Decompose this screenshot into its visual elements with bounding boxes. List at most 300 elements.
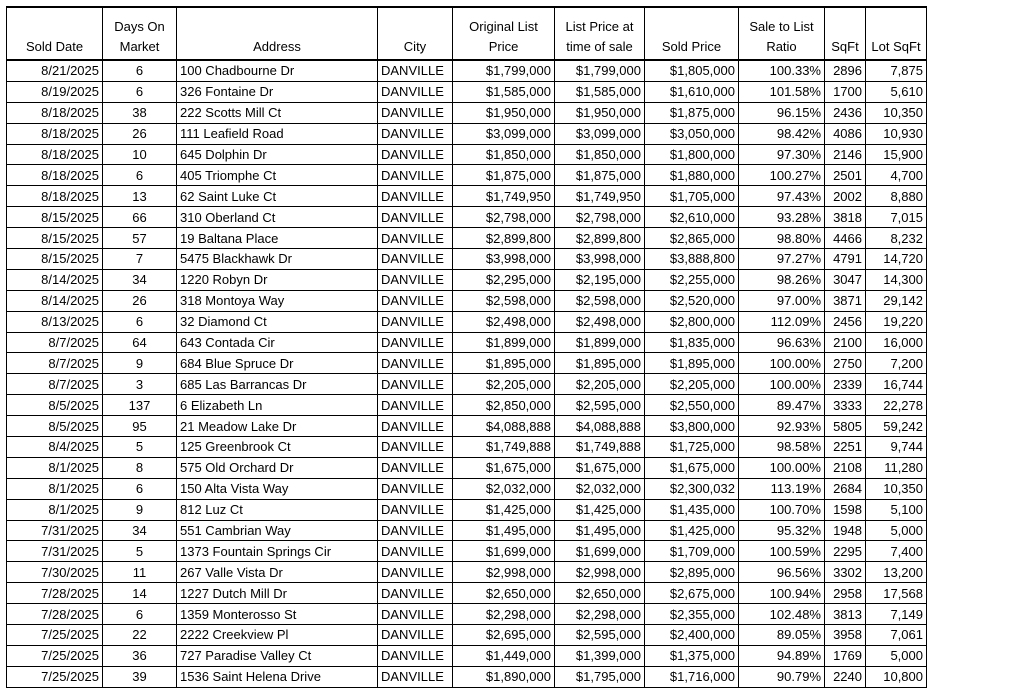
cell-sqft: 2295	[825, 541, 866, 562]
cell-lot-sqft: 17,568	[866, 583, 927, 604]
cell-sold-price: $1,716,000	[645, 666, 739, 687]
cell-sale-to-list-ratio: 100.27%	[739, 165, 825, 186]
cell-sold-price: $1,805,000	[645, 60, 739, 81]
cell-city: DANVILLE	[378, 562, 453, 583]
cell-days-on-market: 34	[103, 269, 177, 290]
cell-sale-to-list-ratio: 113.19%	[739, 478, 825, 499]
header-address-line: Address	[253, 39, 301, 54]
cell-original-list-price: $1,585,000	[453, 81, 555, 102]
cell-address: 19 Baltana Place	[177, 228, 378, 249]
cell-address: 32 Diamond Ct	[177, 311, 378, 332]
cell-address: 405 Triomphe Ct	[177, 165, 378, 186]
cell-address: 1227 Dutch Mill Dr	[177, 583, 378, 604]
cell-sold-price: $2,675,000	[645, 583, 739, 604]
cell-sold-price: $1,835,000	[645, 332, 739, 353]
cell-days-on-market: 34	[103, 520, 177, 541]
cell-city: DANVILLE	[378, 541, 453, 562]
cell-lot-sqft: 19,220	[866, 311, 927, 332]
cell-sold-price: $2,800,000	[645, 311, 739, 332]
cell-sold-price: $1,705,000	[645, 186, 739, 207]
cell-city: DANVILLE	[378, 625, 453, 646]
cell-original-list-price: $1,675,000	[453, 457, 555, 478]
cell-days-on-market: 3	[103, 374, 177, 395]
header-sale-to-list-ratio-line: Ratio	[766, 39, 797, 54]
cell-city: DANVILLE	[378, 165, 453, 186]
table-row	[7, 499, 927, 520]
cell-sale-to-list-ratio: 100.00%	[739, 457, 825, 478]
cell-sale-to-list-ratio: 100.59%	[739, 541, 825, 562]
cell-original-list-price: $1,699,000	[453, 541, 555, 562]
cell-address: 645 Dolphin Dr	[177, 144, 378, 165]
table-row	[7, 353, 927, 374]
cell-sold-date: 8/7/2025	[7, 332, 103, 353]
cell-sold-price: $2,255,000	[645, 269, 739, 290]
cell-sqft: 4466	[825, 228, 866, 249]
cell-sale-to-list-ratio: 97.43%	[739, 186, 825, 207]
cell-lot-sqft: 59,242	[866, 416, 927, 437]
cell-days-on-market: 14	[103, 583, 177, 604]
cell-sale-to-list-ratio: 100.70%	[739, 499, 825, 520]
cell-sale-to-list-ratio: 100.33%	[739, 60, 825, 81]
cell-sqft: 2436	[825, 102, 866, 123]
cell-sqft: 3958	[825, 625, 866, 646]
cell-sale-to-list-ratio: 97.27%	[739, 249, 825, 270]
cell-original-list-price: $1,899,000	[453, 332, 555, 353]
cell-lot-sqft: 22,278	[866, 395, 927, 416]
cell-list-price-at-sale: $1,799,000	[555, 60, 645, 81]
cell-lot-sqft: 8,880	[866, 186, 927, 207]
cell-address: 5475 Blackhawk Dr	[177, 249, 378, 270]
cell-days-on-market: 9	[103, 353, 177, 374]
cell-sold-date: 7/25/2025	[7, 666, 103, 687]
cell-sqft: 2339	[825, 374, 866, 395]
cell-sold-price: $1,425,000	[645, 520, 739, 541]
cell-list-price-at-sale: $1,675,000	[555, 457, 645, 478]
cell-sold-date: 7/31/2025	[7, 541, 103, 562]
cell-city: DANVILLE	[378, 123, 453, 144]
cell-address: 575 Old Orchard Dr	[177, 457, 378, 478]
cell-sale-to-list-ratio: 101.58%	[739, 81, 825, 102]
cell-list-price-at-sale: $1,950,000	[555, 102, 645, 123]
cell-sale-to-list-ratio: 95.32%	[739, 520, 825, 541]
cell-address: 643 Contada Cir	[177, 332, 378, 353]
cell-lot-sqft: 10,930	[866, 123, 927, 144]
cell-sale-to-list-ratio: 96.56%	[739, 562, 825, 583]
cell-lot-sqft: 15,900	[866, 144, 927, 165]
cell-sqft: 2146	[825, 144, 866, 165]
cell-days-on-market: 13	[103, 186, 177, 207]
table-row	[7, 249, 927, 270]
table-row	[7, 562, 927, 583]
cell-sold-date: 8/5/2025	[7, 395, 103, 416]
cell-lot-sqft: 4,700	[866, 165, 927, 186]
table-row	[7, 207, 927, 228]
cell-sqft: 4086	[825, 123, 866, 144]
cell-sold-date: 8/13/2025	[7, 311, 103, 332]
cell-sqft: 2251	[825, 437, 866, 458]
cell-sold-price: $2,610,000	[645, 207, 739, 228]
table-row	[7, 416, 927, 437]
cell-city: DANVILLE	[378, 60, 453, 81]
cell-list-price-at-sale: $2,595,000	[555, 625, 645, 646]
cell-lot-sqft: 7,400	[866, 541, 927, 562]
cell-city: DANVILLE	[378, 249, 453, 270]
cell-sqft: 3302	[825, 562, 866, 583]
cell-lot-sqft: 7,149	[866, 604, 927, 625]
cell-sqft: 5805	[825, 416, 866, 437]
table-row	[7, 625, 927, 646]
cell-address: 125 Greenbrook Ct	[177, 437, 378, 458]
cell-address: 326 Fontaine Dr	[177, 81, 378, 102]
cell-sold-date: 7/28/2025	[7, 583, 103, 604]
cell-city: DANVILLE	[378, 666, 453, 687]
cell-sold-date: 8/15/2025	[7, 249, 103, 270]
cell-city: DANVILLE	[378, 290, 453, 311]
table-row	[7, 165, 927, 186]
table-row	[7, 395, 927, 416]
table-row	[7, 311, 927, 332]
cell-original-list-price: $1,449,000	[453, 645, 555, 666]
cell-city: DANVILLE	[378, 437, 453, 458]
cell-sold-date: 8/5/2025	[7, 416, 103, 437]
cell-sale-to-list-ratio: 94.89%	[739, 645, 825, 666]
cell-sqft: 1598	[825, 499, 866, 520]
cell-sold-date: 8/15/2025	[7, 207, 103, 228]
cell-original-list-price: $2,650,000	[453, 583, 555, 604]
cell-city: DANVILLE	[378, 311, 453, 332]
header-sqft-line: SqFt	[831, 39, 859, 54]
cell-sale-to-list-ratio: 112.09%	[739, 311, 825, 332]
cell-city: DANVILLE	[378, 520, 453, 541]
header-row	[7, 7, 927, 60]
cell-address: 111 Leafield Road	[177, 123, 378, 144]
cell-address: 21 Meadow Lake Dr	[177, 416, 378, 437]
table-row	[7, 604, 927, 625]
cell-sale-to-list-ratio: 102.48%	[739, 604, 825, 625]
cell-original-list-price: $2,998,000	[453, 562, 555, 583]
cell-days-on-market: 22	[103, 625, 177, 646]
cell-lot-sqft: 5,100	[866, 499, 927, 520]
cell-lot-sqft: 10,350	[866, 102, 927, 123]
cell-days-on-market: 36	[103, 645, 177, 666]
cell-sold-date: 8/18/2025	[7, 123, 103, 144]
cell-original-list-price: $2,598,000	[453, 290, 555, 311]
cell-sold-date: 7/31/2025	[7, 520, 103, 541]
cell-lot-sqft: 14,300	[866, 269, 927, 290]
cell-sold-price: $1,800,000	[645, 144, 739, 165]
table-row	[7, 123, 927, 144]
cell-city: DANVILLE	[378, 81, 453, 102]
cell-sold-date: 8/1/2025	[7, 499, 103, 520]
cell-sold-date: 8/7/2025	[7, 374, 103, 395]
cell-list-price-at-sale: $4,088,888	[555, 416, 645, 437]
table-row	[7, 186, 927, 207]
table-row	[7, 290, 927, 311]
cell-sale-to-list-ratio: 98.58%	[739, 437, 825, 458]
table-row	[7, 144, 927, 165]
header-sold-date	[7, 7, 103, 60]
cell-city: DANVILLE	[378, 395, 453, 416]
cell-sold-price: $1,895,000	[645, 353, 739, 374]
cell-original-list-price: $2,850,000	[453, 395, 555, 416]
cell-original-list-price: $2,899,800	[453, 228, 555, 249]
cell-original-list-price: $1,950,000	[453, 102, 555, 123]
cell-sale-to-list-ratio: 90.79%	[739, 666, 825, 687]
cell-sale-to-list-ratio: 89.47%	[739, 395, 825, 416]
cell-original-list-price: $2,295,000	[453, 269, 555, 290]
cell-sold-price: $3,800,000	[645, 416, 739, 437]
cell-days-on-market: 26	[103, 123, 177, 144]
cell-sold-price: $3,050,000	[645, 123, 739, 144]
cell-city: DANVILLE	[378, 457, 453, 478]
header-original-list-price-line: Original List	[469, 19, 538, 34]
cell-sold-date: 8/1/2025	[7, 478, 103, 499]
cell-list-price-at-sale: $2,595,000	[555, 395, 645, 416]
table-row	[7, 666, 927, 687]
cell-days-on-market: 6	[103, 311, 177, 332]
cell-sqft: 3047	[825, 269, 866, 290]
cell-sold-date: 8/19/2025	[7, 81, 103, 102]
cell-sale-to-list-ratio: 97.30%	[739, 144, 825, 165]
cell-list-price-at-sale: $2,195,000	[555, 269, 645, 290]
cell-sold-date: 8/18/2025	[7, 186, 103, 207]
table-row	[7, 478, 927, 499]
cell-original-list-price: $2,032,000	[453, 478, 555, 499]
cell-original-list-price: $3,998,000	[453, 249, 555, 270]
header-city	[378, 7, 453, 60]
cell-list-price-at-sale: $1,699,000	[555, 541, 645, 562]
table-row	[7, 541, 927, 562]
cell-original-list-price: $1,799,000	[453, 60, 555, 81]
cell-list-price-at-sale: $1,795,000	[555, 666, 645, 687]
header-days-on-market-line: Market	[119, 39, 160, 54]
cell-days-on-market: 6	[103, 81, 177, 102]
header-sold-price	[645, 7, 739, 60]
cell-list-price-at-sale: $1,425,000	[555, 499, 645, 520]
cell-sqft: 2108	[825, 457, 866, 478]
cell-original-list-price: $1,425,000	[453, 499, 555, 520]
cell-list-price-at-sale: $1,749,950	[555, 186, 645, 207]
cell-days-on-market: 6	[103, 478, 177, 499]
cell-original-list-price: $1,749,950	[453, 186, 555, 207]
cell-original-list-price: $1,875,000	[453, 165, 555, 186]
cell-days-on-market: 39	[103, 666, 177, 687]
cell-lot-sqft: 5,610	[866, 81, 927, 102]
cell-original-list-price: $1,495,000	[453, 520, 555, 541]
cell-days-on-market: 38	[103, 102, 177, 123]
cell-days-on-market: 8	[103, 457, 177, 478]
cell-address: 2222 Creekview Pl	[177, 625, 378, 646]
cell-sqft: 2501	[825, 165, 866, 186]
cell-sale-to-list-ratio: 100.94%	[739, 583, 825, 604]
cell-city: DANVILLE	[378, 645, 453, 666]
cell-sold-date: 8/4/2025	[7, 437, 103, 458]
cell-lot-sqft: 5,000	[866, 645, 927, 666]
cell-list-price-at-sale: $1,875,000	[555, 165, 645, 186]
cell-lot-sqft: 14,720	[866, 249, 927, 270]
cell-days-on-market: 95	[103, 416, 177, 437]
cell-city: DANVILLE	[378, 353, 453, 374]
cell-list-price-at-sale: $3,998,000	[555, 249, 645, 270]
cell-sale-to-list-ratio: 100.00%	[739, 353, 825, 374]
cell-sold-price: $2,300,032	[645, 478, 739, 499]
cell-sold-price: $2,895,000	[645, 562, 739, 583]
cell-lot-sqft: 7,015	[866, 207, 927, 228]
cell-days-on-market: 5	[103, 437, 177, 458]
cell-sale-to-list-ratio: 98.42%	[739, 123, 825, 144]
cell-original-list-price: $2,498,000	[453, 311, 555, 332]
cell-city: DANVILLE	[378, 207, 453, 228]
cell-original-list-price: $2,298,000	[453, 604, 555, 625]
table-row	[7, 645, 927, 666]
header-days-on-market-line: Days On	[114, 19, 165, 34]
cell-city: DANVILLE	[378, 332, 453, 353]
cell-city: DANVILLE	[378, 144, 453, 165]
cell-sold-price: $2,400,000	[645, 625, 739, 646]
cell-list-price-at-sale: $2,032,000	[555, 478, 645, 499]
cell-sold-price: $2,520,000	[645, 290, 739, 311]
cell-address: 1373 Fountain Springs Cir	[177, 541, 378, 562]
cell-sqft: 2100	[825, 332, 866, 353]
cell-sale-to-list-ratio: 92.93%	[739, 416, 825, 437]
cell-original-list-price: $1,850,000	[453, 144, 555, 165]
cell-address: 1359 Monterosso St	[177, 604, 378, 625]
cell-list-price-at-sale: $3,099,000	[555, 123, 645, 144]
cell-lot-sqft: 7,061	[866, 625, 927, 646]
cell-lot-sqft: 10,350	[866, 478, 927, 499]
cell-days-on-market: 6	[103, 165, 177, 186]
cell-sqft: 2240	[825, 666, 866, 687]
header-lot-sqft-line: Lot SqFt	[871, 39, 921, 54]
cell-city: DANVILLE	[378, 604, 453, 625]
cell-original-list-price: $2,695,000	[453, 625, 555, 646]
cell-list-price-at-sale: $1,585,000	[555, 81, 645, 102]
table-row	[7, 520, 927, 541]
cell-sold-date: 8/1/2025	[7, 457, 103, 478]
cell-list-price-at-sale: $2,205,000	[555, 374, 645, 395]
cell-sold-date: 7/28/2025	[7, 604, 103, 625]
table-row	[7, 583, 927, 604]
cell-address: 318 Montoya Way	[177, 290, 378, 311]
cell-sold-price: $1,725,000	[645, 437, 739, 458]
cell-address: 62 Saint Luke Ct	[177, 186, 378, 207]
cell-sold-price: $1,709,000	[645, 541, 739, 562]
cell-city: DANVILLE	[378, 269, 453, 290]
header-original-list-price	[453, 7, 555, 60]
cell-city: DANVILLE	[378, 228, 453, 249]
cell-lot-sqft: 11,280	[866, 457, 927, 478]
cell-list-price-at-sale: $1,850,000	[555, 144, 645, 165]
cell-lot-sqft: 13,200	[866, 562, 927, 583]
cell-sale-to-list-ratio: 93.28%	[739, 207, 825, 228]
cell-sold-price: $1,880,000	[645, 165, 739, 186]
cell-sold-price: $1,875,000	[645, 102, 739, 123]
table-row	[7, 60, 927, 81]
header-list-price-at-sale-line: time of sale	[566, 39, 633, 54]
cell-address: 150 Alta Vista Way	[177, 478, 378, 499]
cell-sale-to-list-ratio: 98.80%	[739, 228, 825, 249]
cell-sqft: 2002	[825, 186, 866, 207]
cell-address: 100 Chadbourne Dr	[177, 60, 378, 81]
cell-sqft: 2896	[825, 60, 866, 81]
cell-original-list-price: $2,798,000	[453, 207, 555, 228]
cell-sale-to-list-ratio: 97.00%	[739, 290, 825, 311]
cell-sqft: 2684	[825, 478, 866, 499]
cell-days-on-market: 64	[103, 332, 177, 353]
cell-address: 1220 Robyn Dr	[177, 269, 378, 290]
cell-original-list-price: $2,205,000	[453, 374, 555, 395]
cell-original-list-price: $3,099,000	[453, 123, 555, 144]
cell-sale-to-list-ratio: 96.15%	[739, 102, 825, 123]
cell-list-price-at-sale: $2,998,000	[555, 562, 645, 583]
cell-sold-price: $2,355,000	[645, 604, 739, 625]
cell-lot-sqft: 7,200	[866, 353, 927, 374]
cell-sold-date: 8/21/2025	[7, 60, 103, 81]
cell-days-on-market: 66	[103, 207, 177, 228]
header-address	[177, 7, 378, 60]
cell-sqft: 2456	[825, 311, 866, 332]
cell-lot-sqft: 9,744	[866, 437, 927, 458]
header-original-list-price-line: Price	[488, 39, 519, 54]
cell-original-list-price: $1,895,000	[453, 353, 555, 374]
header-sold-price-line: Sold Price	[661, 39, 722, 54]
header-sqft	[825, 7, 866, 60]
cell-address: 684 Blue Spruce Dr	[177, 353, 378, 374]
header-sale-to-list-ratio	[739, 7, 825, 60]
table-row	[7, 437, 927, 458]
cell-sold-date: 8/14/2025	[7, 269, 103, 290]
cell-list-price-at-sale: $2,498,000	[555, 311, 645, 332]
cell-address: 812 Luz Ct	[177, 499, 378, 520]
cell-sqft: 1948	[825, 520, 866, 541]
cell-original-list-price: $4,088,888	[453, 416, 555, 437]
cell-list-price-at-sale: $2,298,000	[555, 604, 645, 625]
cell-list-price-at-sale: $1,749,888	[555, 437, 645, 458]
cell-lot-sqft: 16,000	[866, 332, 927, 353]
cell-address: 222 Scotts Mill Ct	[177, 102, 378, 123]
cell-days-on-market: 10	[103, 144, 177, 165]
cell-lot-sqft: 29,142	[866, 290, 927, 311]
header-sale-to-list-ratio-line: Sale to List	[749, 19, 814, 34]
cell-city: DANVILLE	[378, 374, 453, 395]
cell-lot-sqft: 10,800	[866, 666, 927, 687]
cell-sold-price: $3,888,800	[645, 249, 739, 270]
cell-sqft: 3818	[825, 207, 866, 228]
cell-sqft: 3813	[825, 604, 866, 625]
table-row	[7, 269, 927, 290]
cell-list-price-at-sale: $1,895,000	[555, 353, 645, 374]
cell-lot-sqft: 8,232	[866, 228, 927, 249]
cell-address: 727 Paradise Valley Ct	[177, 645, 378, 666]
cell-address: 551 Cambrian Way	[177, 520, 378, 541]
table-row	[7, 81, 927, 102]
cell-lot-sqft: 16,744	[866, 374, 927, 395]
cell-sold-price: $1,375,000	[645, 645, 739, 666]
cell-sold-date: 7/30/2025	[7, 562, 103, 583]
table-header	[7, 7, 927, 60]
cell-sqft: 1769	[825, 645, 866, 666]
cell-lot-sqft: 5,000	[866, 520, 927, 541]
header-days-on-market	[103, 7, 177, 60]
header-sold-date-line: Sold Date	[25, 39, 84, 54]
cell-list-price-at-sale: $2,798,000	[555, 207, 645, 228]
cell-sold-price: $1,675,000	[645, 457, 739, 478]
cell-sold-date: 7/25/2025	[7, 625, 103, 646]
cell-list-price-at-sale: $2,899,800	[555, 228, 645, 249]
cell-sold-price: $2,550,000	[645, 395, 739, 416]
cell-sold-price: $2,865,000	[645, 228, 739, 249]
cell-days-on-market: 6	[103, 604, 177, 625]
